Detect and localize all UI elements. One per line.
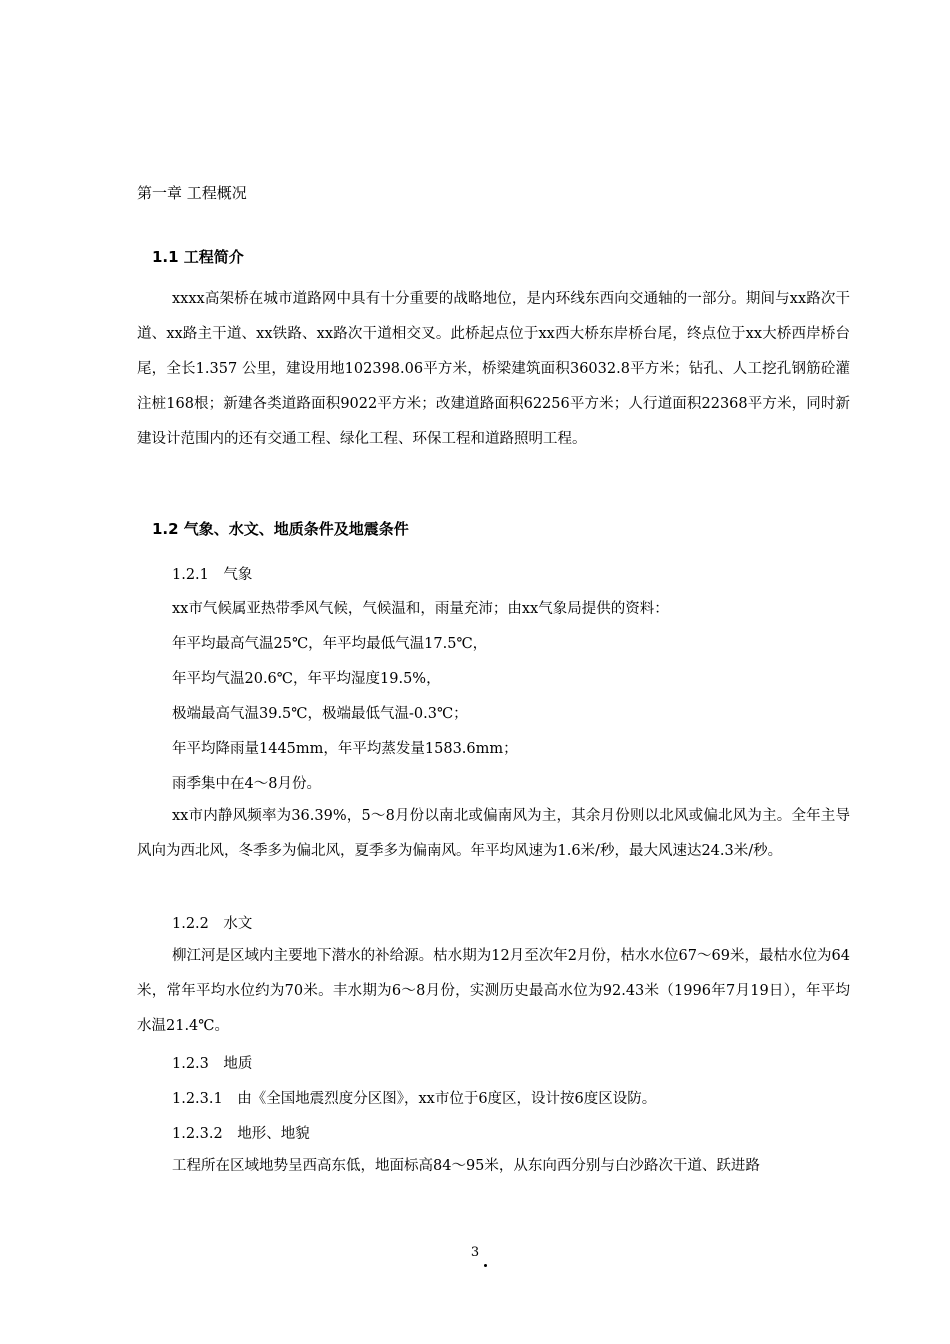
subsection-heading-1-2-1: 1.2.1 气象 <box>172 567 253 583</box>
climate-line: xx市气候属亚热带季风气候，气候温和，雨量充沛；由xx气象局提供的资料： <box>172 601 669 617</box>
subsection-heading-1-2-3: 1.2.3 地质 <box>172 1056 253 1072</box>
paragraph-hydrology: 柳江河是区域内主要地下潜水的补给源。枯水期为12月至次年2月份，枯水水位67～69米，最枯水位为64米，常年平均水位约为70米。丰水期为6～8月份，实测历史最高水位为92.43米（1996年7月19日），年平均水温21.4℃。 <box>137 948 850 1034</box>
paragraph-wind: xx市内静风频率为36.39%，5～8月份以南北或偏南风为主，其余月份则以北风或偏北风为主。全年主导风向为西北风，冬季多为偏北风，夏季多为偏南风。年平均风速为1.6米/秒，最大风速达24.3米/秒。 <box>137 808 850 859</box>
section-heading-1-2: 1.2 气象、水文、地质条件及地震条件 <box>152 520 409 538</box>
paragraph-project-intro: xxxx高架桥在城市道路网中具有十分重要的战略地位，是内环线东西向交通轴的一部分。期间与xx路次干道、xx路主干道、xx铁路、xx路次干道相交叉。此桥起点位于xx西大桥东岸桥台尾，终点位于xx大桥西岸桥台尾，全长1.357 公里，建设用地102398.06平方米，桥梁建筑面积36032.8平方米；钻孔、人工挖孔钢筋砼灌注桩168根；新建各类道路面积9022平方米；改建道路面积62256平方米；人行道面积22368平方米，同时新建设计范围内的还有交通工程、绿化工程、环保工程和道路照明工程。 <box>137 291 850 447</box>
geology-item-terrain: 1.2.3.2 地形、地貌 <box>172 1126 310 1142</box>
chapter-title: 第一章 工程概况 <box>137 184 247 202</box>
climate-line: 年平均降雨量1445mm，年平均蒸发量1583.6mm； <box>172 741 518 757</box>
page-number: 3 <box>470 1245 480 1260</box>
section-heading-1-1: 1.1 工程简介 <box>152 248 244 266</box>
climate-line: 年平均最高气温25℃，年平均最低气温17.5℃， <box>172 636 488 652</box>
climate-line: 年平均气温20.6℃，年平均湿度19.5%， <box>172 671 441 687</box>
geology-item-seismic: 1.2.3.1 由《全国地震烈度分区图》，xx市位于6度区，设计按6度区设防。 <box>172 1091 657 1107</box>
page-number-dot <box>484 1264 487 1267</box>
subsection-heading-1-2-2: 1.2.2 水文 <box>172 916 253 932</box>
climate-line: 极端最高气温39.5℃，极端最低气温-0.3℃； <box>172 706 468 722</box>
climate-line: 雨季集中在4～8月份。 <box>172 776 321 792</box>
paragraph-terrain: 工程所在区域地势呈西高东低，地面标高84～95米，从东向西分别与白沙路次干道、跃进路 <box>172 1158 760 1174</box>
